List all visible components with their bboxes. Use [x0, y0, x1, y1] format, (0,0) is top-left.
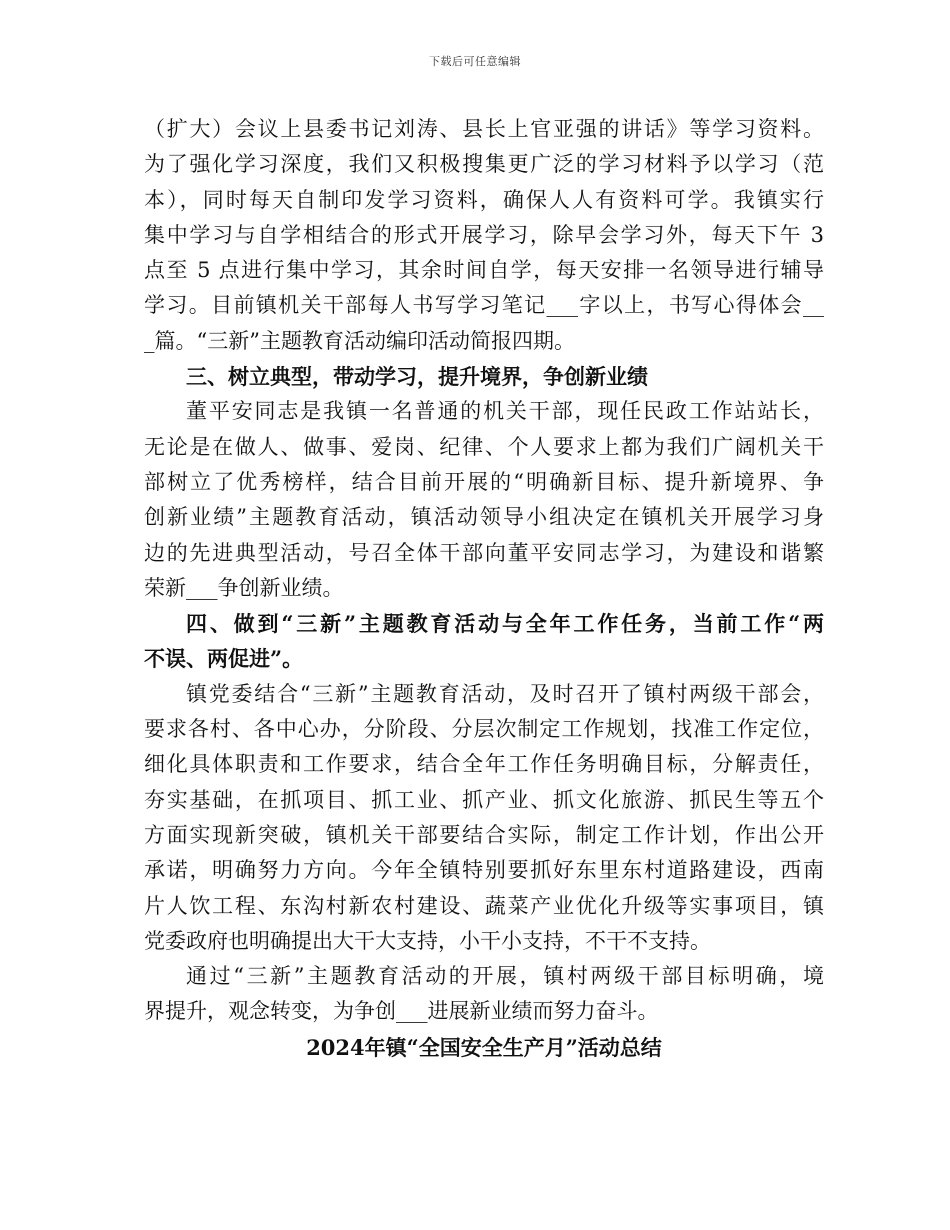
- section-heading-3: 三、树立典型，带动学习，提升境界，争创新业绩: [186, 364, 648, 390]
- section-heading-4-cont: 不误、两促进”。: [144, 646, 304, 672]
- text-line: 党委政府也明确提出大干大支持，小干小支持，不干不支持。: [144, 928, 711, 953]
- text-line: （扩大）会议上县委书记刘涛、县长上官亚强的讲话》等学习资料。: [144, 117, 824, 141]
- text-line: 董平安同志是我镇一名普通的机关干部，现任民政工作站站长，: [186, 399, 824, 424]
- page-header: 下载后可任意编辑: [429, 55, 521, 68]
- text-line: 方面实现新突破，镇机关干部要结合实际，制定工作计划，作出公开: [144, 822, 824, 847]
- text-line: 细化具体职责和工作要求，结合全年工作任务明确目标，分解责任，: [144, 752, 824, 777]
- text-line: 为了强化学习深度，我们又积极搜集更广泛的学习材料予以学习（范: [144, 152, 824, 177]
- text-line: 点至 5 点进行集中学习，其余时间自学，每天安排一名领导进行辅导: [144, 258, 824, 283]
- text-line: 学习。目前镇机关干部每人书写学习笔记___字以上，书写心得体会__: [144, 293, 824, 318]
- text-line: 无论是在做人、做事、爱岗、纪律、个人要求上都为我们广阔机关干: [144, 434, 824, 459]
- document-body: [144, 112, 824, 1065]
- text-line: _篇。“三新”主题教育活动编印活动简报四期。: [144, 328, 575, 353]
- text-line: 边的先进典型活动，号召全体干部向董平安同志学习，为建设和谐繁: [144, 540, 824, 565]
- text-line: 荣新___争创新业绩。: [144, 575, 344, 600]
- text-line: 镇党委结合“三新”主题教育活动，及时召开了镇村两级干部会，: [186, 681, 824, 706]
- text-line: 夯实基础，在抓项目、抓工业、抓产业、抓文化旅游、抓民生等五个: [144, 787, 824, 812]
- text-line: 要求各村、各中心办，分阶段、分层次制定工作规划，找准工作定位，: [144, 717, 824, 742]
- section-heading-4: 四、做到“三新”主题教育活动与全年工作任务，当前工作“两: [186, 611, 824, 637]
- text-line: 本），同时每天自制印发学习资料，确保人人有资料可学。我镇实行: [144, 187, 824, 212]
- text-line: 集中学习与自学相结合的形式开展学习，除早会学习外，每天下午 3: [144, 222, 824, 247]
- text-line: 通过“三新”主题教育活动的开展，镇村两级干部目标明确，境: [186, 964, 824, 989]
- next-document-title: 2024年镇“全国安全生产月”活动总结: [306, 1034, 662, 1060]
- text-line: 界提升，观念转变，为争创___进展新业绩而努力奋斗。: [144, 999, 659, 1024]
- text-line: 创新业绩”主题教育活动，镇活动领导小组决定在镇机关开展学习身: [144, 505, 824, 530]
- text-line: 部树立了优秀榜样，结合目前开展的“明确新目标、提升新境界、争: [144, 469, 824, 494]
- text-line: 片人饮工程、东沟村新农村建设、蔬菜产业优化升级等实事项目，镇: [144, 893, 824, 918]
- text-line: 承诺，明确努力方向。今年全镇特别要抓好东里东村道路建设，西南: [144, 858, 824, 883]
